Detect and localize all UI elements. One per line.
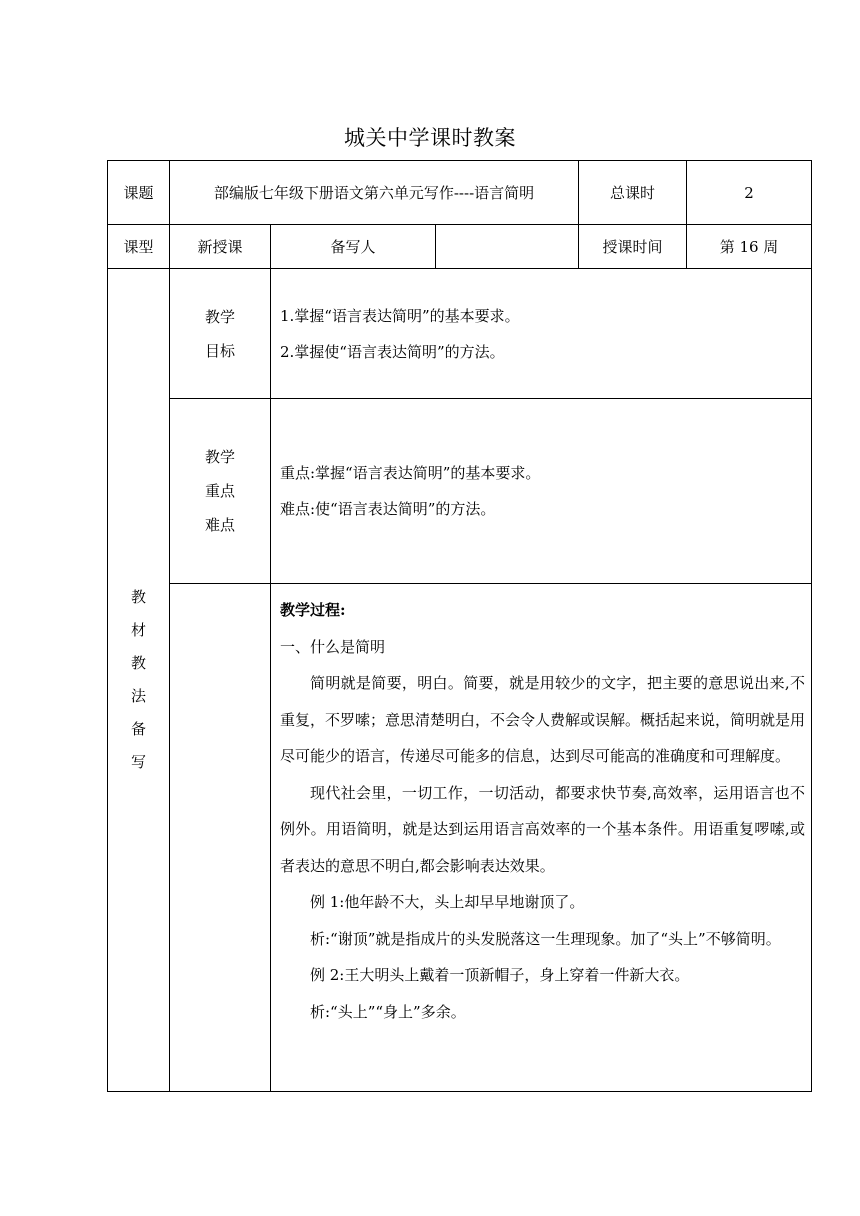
side-char: 备	[130, 720, 146, 738]
author-label: 备写人	[271, 225, 436, 269]
side-label	[108, 269, 170, 1092]
author-value	[436, 225, 579, 269]
row-topic	[108, 161, 812, 225]
total-hours-value: 2	[687, 161, 812, 225]
page-title: 城关中学课时教案	[344, 126, 516, 150]
key-point-item: 难点:使“语言表达简明”的方法。	[280, 500, 496, 518]
section-heading: 一、什么是简明	[280, 637, 386, 656]
side-char: 写	[130, 753, 146, 771]
process-heading: 教学过程:	[280, 601, 346, 619]
key-points-label: 教学 重点 难点	[170, 399, 271, 584]
key-points-content	[271, 399, 812, 584]
type-value: 新授课	[170, 225, 271, 269]
process-paragraph: 例 2:王大明头上戴着一顶新帽子，身上穿着一件新大衣。	[310, 966, 690, 984]
row-process	[108, 584, 812, 1092]
process-paragraph: 简明就是简要，明白。简要，就是用较少的文字，把主要的意思说出来,不重复，不罗嗦；意思清楚明白，不会令人费解或误解。概括起来说，简明就是用尽可能少的语言，传递尽可能多的信息，达到尽可能高的准确度和可理解度。	[280, 674, 806, 765]
process-paragraph: 例 1:他年龄不大，头上却早早地谢顶了。	[310, 893, 585, 911]
time-value: 第 16 周	[687, 225, 812, 269]
process-content	[271, 584, 812, 1092]
process-paragraph: 析:“谢顶”就是指成片的头发脱落这一生理现象。加了“头上”不够简明。	[310, 929, 781, 948]
process-paragraph: 析:“头上”“身上”多余。	[310, 1002, 466, 1021]
side-char: 教	[130, 654, 146, 672]
side-char: 材	[130, 621, 146, 639]
goals-content	[271, 269, 812, 399]
side-char: 教	[130, 588, 146, 606]
goal-item: 2.掌握使“语言表达简明”的方法。	[280, 342, 505, 361]
type-label: 课型	[108, 225, 170, 269]
key-point-item: 重点:掌握“语言表达简明”的基本要求。	[280, 464, 541, 482]
side-char: 法	[130, 687, 146, 705]
time-label: 授课时间	[579, 225, 687, 269]
topic-label: 课题	[108, 161, 170, 225]
goals-label: 教学 目标	[170, 269, 271, 399]
topic-value: 部编版七年级下册语文第六单元写作----语言简明	[170, 161, 579, 225]
row-type	[108, 225, 812, 269]
process-paragraph: 现代社会里，一切工作，一切活动，都要求快节奏,高效率，运用语言也不例外。用语简明，就是达到运用语言高效率的一个基本条件。用语重复啰嗦,或者表达的意思不明白,都会影响表达效果。	[280, 783, 805, 875]
goal-item: 1.掌握“语言表达简明”的基本要求。	[280, 306, 520, 325]
row-goals	[108, 269, 812, 399]
row-key-points	[108, 399, 812, 584]
process-label-cell	[170, 584, 271, 1092]
total-hours-label: 总课时	[579, 161, 687, 225]
lesson-plan-table	[107, 160, 812, 1092]
